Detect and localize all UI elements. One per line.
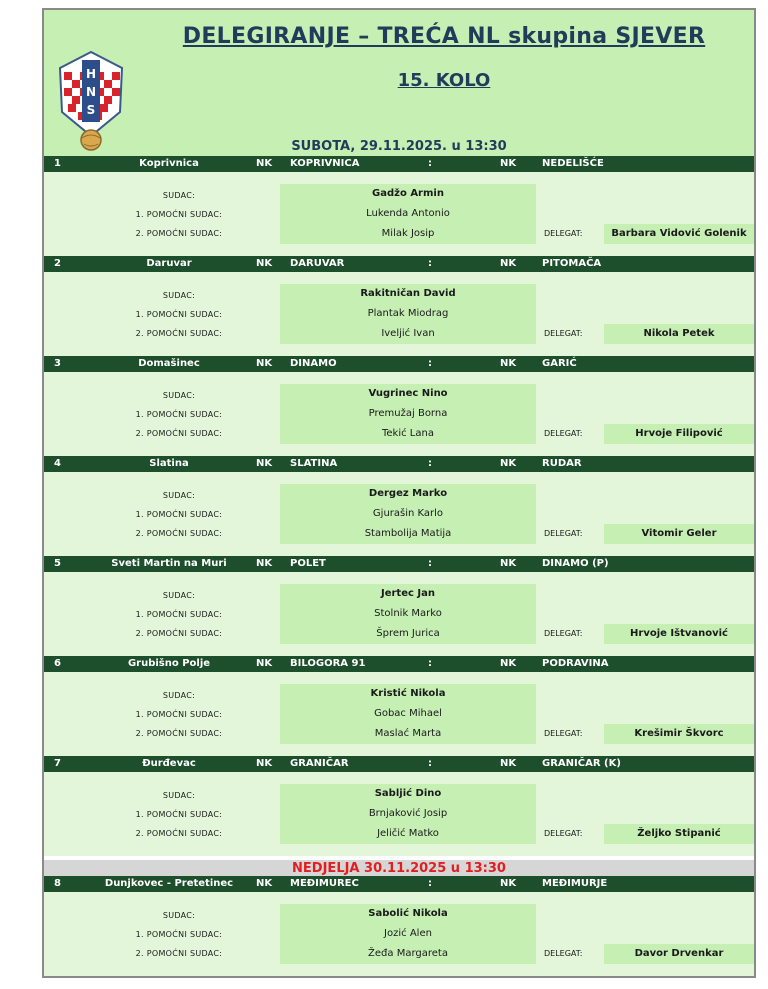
role-labels xyxy=(104,586,254,643)
assistant2-label: 2. POMOĆNI SUDAC: xyxy=(135,949,223,958)
delegate-name: Hrvoje Filipović xyxy=(604,424,754,444)
round-title: 15. KOLO xyxy=(397,70,491,91)
delegate-label: DELEGAT: xyxy=(544,949,583,958)
match-header xyxy=(44,656,754,672)
referee-label: SUDAC: xyxy=(162,391,196,400)
match-header xyxy=(44,556,754,572)
score-separator: : xyxy=(428,758,432,769)
score-separator: : xyxy=(428,878,432,889)
referee-label: SUDAC: xyxy=(162,491,196,500)
role-labels xyxy=(104,486,254,543)
assistant1-name: Brnjaković Josip xyxy=(368,808,448,819)
nk-label: NK xyxy=(500,878,517,889)
assistant2-name: Milak Josip xyxy=(381,228,435,239)
match-city: Dunjkovec - Pretetinec xyxy=(104,878,234,889)
assistant1-name: Lukenda Antonio xyxy=(366,208,450,219)
assistant2-label: 2. POMOĆNI SUDAC: xyxy=(135,429,223,438)
referee-name: Jertec Jan xyxy=(381,588,435,599)
role-labels xyxy=(104,686,254,743)
nk-label: NK xyxy=(256,258,273,269)
match-number: 1 xyxy=(54,158,61,169)
referee-label: SUDAC: xyxy=(162,911,196,920)
nk-label: NK xyxy=(500,458,517,469)
referee-label: SUDAC: xyxy=(162,591,196,600)
away-team: GARIĆ xyxy=(542,358,577,369)
match-block xyxy=(44,756,754,856)
match-number: 4 xyxy=(54,458,61,469)
match-city: Slatina xyxy=(149,458,189,469)
away-team: MEĐIMURJE xyxy=(542,878,608,889)
delegate-name: Davor Drvenkar xyxy=(604,944,754,964)
referee-label: SUDAC: xyxy=(162,291,196,300)
svg-text:H: H xyxy=(85,67,97,81)
match-city: Sveti Martin na Muri xyxy=(111,558,227,569)
referee-label: SUDAC: xyxy=(162,191,196,200)
assistant2-label: 2. POMOĆNI SUDAC: xyxy=(135,329,223,338)
home-team: POLET xyxy=(290,558,326,569)
nk-label: NK xyxy=(256,878,273,889)
delegate-name: Krešimir Škvorc xyxy=(604,724,754,744)
home-team: DINAMO xyxy=(290,358,337,369)
assistant2-name: Tekić Lana xyxy=(382,428,434,439)
home-team: GRANIČAR xyxy=(290,758,349,769)
referee-label: SUDAC: xyxy=(162,791,196,800)
nk-label: NK xyxy=(256,158,273,169)
delegate-label: DELEGAT: xyxy=(544,329,583,338)
assistant1-label: 1. POMOĆNI SUDAC: xyxy=(135,510,223,519)
score-separator: : xyxy=(428,358,432,369)
match-header xyxy=(44,876,754,892)
delegation-sheet xyxy=(42,8,756,978)
assistant1-name: Gjurašin Karlo xyxy=(372,508,444,519)
nk-label: NK xyxy=(256,458,273,469)
match-block xyxy=(44,356,754,456)
svg-text:N: N xyxy=(85,85,97,99)
assistant1-name: Stolnik Marko xyxy=(374,608,442,619)
official-names xyxy=(280,484,536,544)
referee-name: Kristić Nikola xyxy=(370,688,446,699)
delegate-label: DELEGAT: xyxy=(544,529,583,538)
assistant2-name: Iveljić Ivan xyxy=(381,328,435,339)
assistant2-name: Šprem Jurica xyxy=(376,628,440,639)
official-names xyxy=(280,584,536,644)
nk-label: NK xyxy=(500,358,517,369)
official-names xyxy=(280,184,536,244)
score-separator: : xyxy=(428,258,432,269)
match-city: Koprivnica xyxy=(139,158,199,169)
match-number: 7 xyxy=(54,758,61,769)
match-header xyxy=(44,356,754,372)
assistant1-label: 1. POMOĆNI SUDAC: xyxy=(135,410,223,419)
referee-name: Vugrinec Nino xyxy=(368,388,448,399)
score-separator: : xyxy=(428,658,432,669)
hns-logo xyxy=(54,40,128,152)
assistant2-name: Jeličić Matko xyxy=(377,828,439,839)
home-team: DARUVAR xyxy=(290,258,345,269)
referee-name: Sabolić Nikola xyxy=(368,908,448,919)
match-number: 8 xyxy=(54,878,61,889)
home-team: MEĐIMUREC xyxy=(290,878,359,889)
role-labels xyxy=(104,786,254,843)
match-header xyxy=(44,156,754,172)
delegate-label: DELEGAT: xyxy=(544,729,583,738)
role-labels xyxy=(104,386,254,443)
page-title: DELEGIRANJE – TREĆA NL skupina SJEVER xyxy=(182,24,706,49)
nk-label: NK xyxy=(256,358,273,369)
match-city: Đurđevac xyxy=(142,758,196,769)
match-number: 3 xyxy=(54,358,61,369)
official-names xyxy=(280,384,536,444)
assistant2-label: 2. POMOĆNI SUDAC: xyxy=(135,529,223,538)
away-team: PITOMAČA xyxy=(542,258,602,269)
nk-label: NK xyxy=(500,158,517,169)
away-team: GRANIČAR (K) xyxy=(542,758,621,769)
match-block xyxy=(44,156,754,256)
assistant1-name: Premužaj Borna xyxy=(368,408,448,419)
nk-label: NK xyxy=(256,658,273,669)
role-labels xyxy=(104,286,254,343)
delegate-name: Barbara Vidović Golenik xyxy=(604,224,754,244)
match-block xyxy=(44,656,754,756)
assistant2-label: 2. POMOĆNI SUDAC: xyxy=(135,629,223,638)
assistant2-label: 2. POMOĆNI SUDAC: xyxy=(135,729,223,738)
assistant1-label: 1. POMOĆNI SUDAC: xyxy=(135,810,223,819)
official-names xyxy=(280,684,536,744)
score-separator: : xyxy=(428,158,432,169)
nk-label: NK xyxy=(256,558,273,569)
match-header xyxy=(44,256,754,272)
delegate-label: DELEGAT: xyxy=(544,429,583,438)
match-block xyxy=(44,876,754,976)
assistant2-name: Maslać Marta xyxy=(374,728,442,739)
referee-label: SUDAC: xyxy=(162,691,196,700)
match-number: 5 xyxy=(54,558,61,569)
assistant1-label: 1. POMOĆNI SUDAC: xyxy=(135,210,223,219)
official-names xyxy=(280,904,536,964)
match-number: 6 xyxy=(54,658,61,669)
official-names xyxy=(280,284,536,344)
referee-name: Gadžo Armin xyxy=(372,188,444,199)
referee-name: Sabljić Dino xyxy=(374,788,442,799)
assistant1-name: Plantak Miodrag xyxy=(367,308,449,319)
home-team: BILOGORA 91 xyxy=(290,658,366,669)
assistant1-label: 1. POMOĆNI SUDAC: xyxy=(135,930,223,939)
nk-label: NK xyxy=(500,558,517,569)
referee-name: Dergez Marko xyxy=(368,488,448,499)
match-header xyxy=(44,756,754,772)
delegate-label: DELEGAT: xyxy=(544,629,583,638)
match-header xyxy=(44,456,754,472)
assistant2-name: Žeđa Margareta xyxy=(368,948,448,959)
match-city: Domašinec xyxy=(138,358,200,369)
match-city: Daruvar xyxy=(146,258,192,269)
assistant1-name: Jozić Alen xyxy=(384,928,432,939)
delegate-name: Vitomir Geler xyxy=(604,524,754,544)
away-team: RUDAR xyxy=(542,458,582,469)
score-separator: : xyxy=(428,558,432,569)
match-block xyxy=(44,256,754,356)
home-team: KOPRIVNICA xyxy=(290,158,360,169)
assistant1-label: 1. POMOĆNI SUDAC: xyxy=(135,610,223,619)
assistant2-name: Stambolija Matija xyxy=(364,528,452,539)
referee-name: Rakitničan David xyxy=(360,288,456,299)
score-separator: : xyxy=(428,458,432,469)
nk-label: NK xyxy=(500,758,517,769)
delegate-name: Hrvoje Ištvanović xyxy=(604,624,754,644)
delegate-name: Željko Stipanić xyxy=(604,824,754,844)
official-names xyxy=(280,784,536,844)
day-heading: NEDJELJA 30.11.2025 u 13:30 xyxy=(44,860,754,878)
assistant1-name: Gobac Mihael xyxy=(374,708,442,719)
nk-label: NK xyxy=(256,758,273,769)
home-team: SLATINA xyxy=(290,458,338,469)
day-heading: SUBOTA, 29.11.2025. u 13:30 xyxy=(291,139,507,154)
match-block xyxy=(44,456,754,556)
away-team: PODRAVINA xyxy=(542,658,609,669)
role-labels xyxy=(104,906,254,963)
match-city: Grubišno Polje xyxy=(127,658,211,669)
nk-label: NK xyxy=(500,258,517,269)
assistant1-label: 1. POMOĆNI SUDAC: xyxy=(135,710,223,719)
match-number: 2 xyxy=(54,258,61,269)
nk-label: NK xyxy=(500,658,517,669)
sheet-header xyxy=(44,10,754,156)
delegate-label: DELEGAT: xyxy=(544,229,583,238)
assistant2-label: 2. POMOĆNI SUDAC: xyxy=(135,829,223,838)
role-labels xyxy=(104,186,254,243)
match-block xyxy=(44,556,754,656)
assistant2-label: 2. POMOĆNI SUDAC: xyxy=(135,229,223,238)
away-team: NEDELIŠĆE xyxy=(542,158,604,169)
delegate-label: DELEGAT: xyxy=(544,829,583,838)
assistant1-label: 1. POMOĆNI SUDAC: xyxy=(135,310,223,319)
delegate-name: Nikola Petek xyxy=(604,324,754,344)
away-team: DINAMO (P) xyxy=(542,558,609,569)
svg-text:S: S xyxy=(86,103,96,117)
